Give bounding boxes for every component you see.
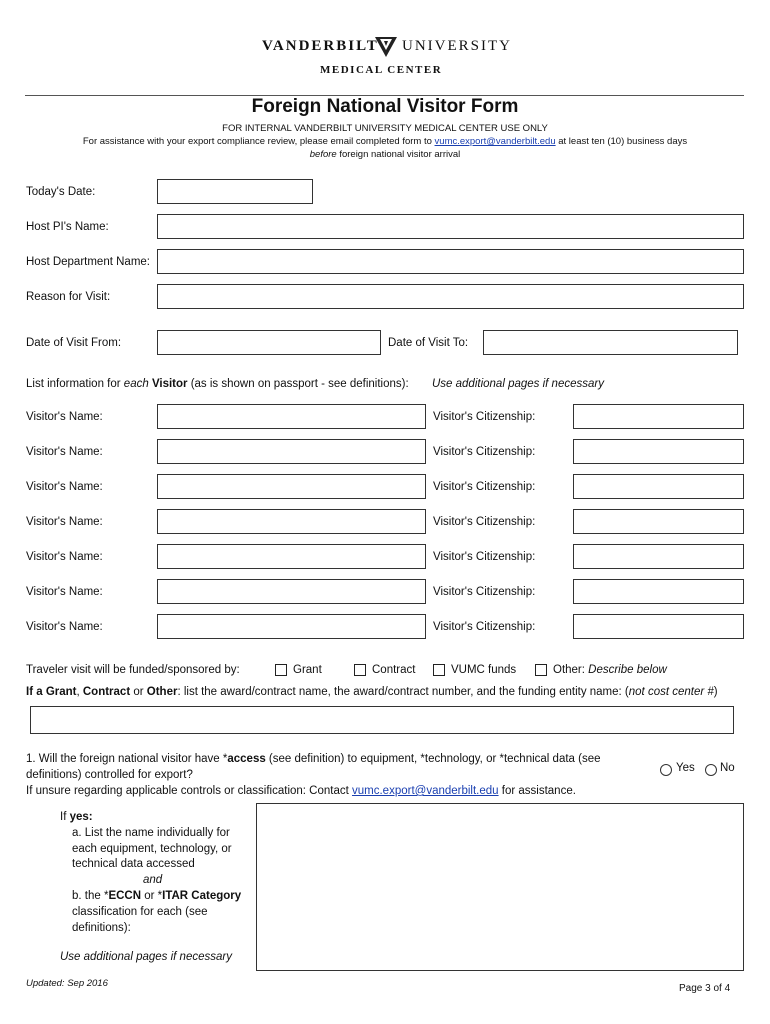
question1-line1: 1. Will the foreign national visitor have *access (see definition) to equipment, *technology, or *technical data (see (26, 753, 601, 765)
host-pi-field[interactable] (157, 214, 744, 239)
todays-date-field[interactable] (157, 179, 313, 204)
visitor-citizenship-field[interactable] (573, 509, 744, 534)
vumc-funds-checkbox[interactable] (433, 664, 445, 676)
logo-subtitle: MEDICAL CENTER (320, 64, 443, 76)
todays-date-label: Today's Date: (26, 186, 96, 198)
access-yes-label: Yes (676, 762, 695, 774)
grant-checkbox[interactable] (275, 664, 287, 676)
logo-right-text: UNIVERSITY (402, 38, 512, 54)
host-dept-label: Host Department Name: (26, 256, 150, 268)
visitor-citizenship-label: Visitor's Citizenship: (433, 551, 536, 563)
visitor-citizenship-label: Visitor's Citizenship: (433, 446, 536, 458)
date-from-field[interactable] (157, 330, 381, 355)
host-dept-field[interactable] (157, 249, 744, 274)
export-email-link[interactable]: vumc.export@vanderbilt.edu (434, 136, 556, 147)
visitor-citizenship-label: Visitor's Citizenship: (433, 516, 536, 528)
page-number: Page 3 of 4 (679, 983, 731, 994)
visitor-name-field[interactable] (157, 614, 426, 639)
visitor-instructions: List information for each Visitor (as is shown on passport - see definitions): (26, 378, 409, 390)
visitor-name-label: Visitor's Name: (26, 411, 103, 423)
visitor-name-field[interactable] (157, 404, 426, 429)
contract-option-label: Contract (372, 664, 416, 676)
visitor-citizenship-field[interactable] (573, 579, 744, 604)
vumc-funds-option-label: VUMC funds (451, 664, 517, 676)
contract-checkbox[interactable] (354, 664, 366, 676)
visitor-citizenship-label: Visitor's Citizenship: (433, 481, 536, 493)
date-to-label: Date of Visit To: (388, 337, 469, 349)
funding-instructions: If a Grant, Contract or Other: list the award/contract name, the award/contract number, and the funding entity name: (not cost center #) (26, 686, 718, 698)
visitor-name-label: Visitor's Name: (26, 446, 103, 458)
visitor-name-field[interactable] (157, 579, 426, 604)
grant-option-label: Grant (293, 664, 322, 676)
visitor-name-field[interactable] (157, 439, 426, 464)
visitor-name-field[interactable] (157, 509, 426, 534)
question1-line3: If unsure regarding applicable controls or classification: Contact vumc.export@vanderbilt.edu for assistance. (26, 785, 576, 797)
visitor-name-field[interactable] (157, 544, 426, 569)
access-yes-radio[interactable] (660, 764, 672, 776)
other-option-label: Other: Describe below (553, 664, 667, 676)
visitor-citizenship-field[interactable] (573, 474, 744, 499)
funding-details-field[interactable] (30, 706, 734, 734)
visitor-citizenship-label: Visitor's Citizenship: (433, 621, 536, 633)
date-to-field[interactable] (483, 330, 738, 355)
visitor-name-label: Visitor's Name: (26, 551, 103, 563)
question1-line2: definitions) controlled for export? (26, 769, 193, 781)
vanderbilt-v-oak-icon (374, 36, 398, 58)
access-no-label: No (720, 762, 735, 774)
visitor-name-field[interactable] (157, 474, 426, 499)
visitor-citizenship-field[interactable] (573, 439, 744, 464)
funding-label: Traveler visit will be funded/sponsored by: (26, 664, 240, 676)
access-no-radio[interactable] (705, 764, 717, 776)
other-checkbox[interactable] (535, 664, 547, 676)
date-from-label: Date of Visit From: (26, 337, 122, 349)
visitor-citizenship-field[interactable] (573, 614, 744, 639)
visitor-citizenship-label: Visitor's Citizenship: (433, 586, 536, 598)
visitor-name-label: Visitor's Name: (26, 586, 103, 598)
visitor-name-label: Visitor's Name: (26, 621, 103, 633)
vanderbilt-logo (262, 38, 512, 78)
visitor-citizenship-field[interactable] (573, 544, 744, 569)
reason-label: Reason for Visit: (26, 291, 111, 303)
host-pi-label: Host PI's Name: (26, 221, 109, 233)
updated-date: Updated: Sep 2016 (26, 978, 108, 989)
visitor-name-label: Visitor's Name: (26, 516, 103, 528)
additional-pages-note: Use additional pages if necessary (432, 378, 604, 390)
visitor-citizenship-label: Visitor's Citizenship: (433, 411, 536, 423)
visitor-name-label: Visitor's Name: (26, 481, 103, 493)
export-email-link-2[interactable]: vumc.export@vanderbilt.edu (352, 785, 499, 797)
logo-left-text: VANDERBILT (262, 38, 379, 54)
assistance-line: For assistance with your export compliance review, please email completed form to vumc.export@vanderbilt.edu at least ten (10) business days (82, 136, 688, 147)
form-title: Foreign National Visitor Form (251, 96, 519, 117)
equipment-details-field[interactable] (256, 803, 744, 971)
reason-field[interactable] (157, 284, 744, 309)
if-yes-instructions: If yes: a. List the name individually for each equipment, technology, or technical data accessed and b. the *ECCN or *ITAR Category classification for each (see definitions): Use additional pages if necessary (60, 811, 242, 964)
visitor-citizenship-field[interactable] (573, 404, 744, 429)
assistance-line-2: before foreign national visitor arrival (309, 149, 461, 160)
form-subtitle: FOR INTERNAL VANDERBILT UNIVERSITY MEDICAL CENTER USE ONLY (222, 123, 548, 134)
